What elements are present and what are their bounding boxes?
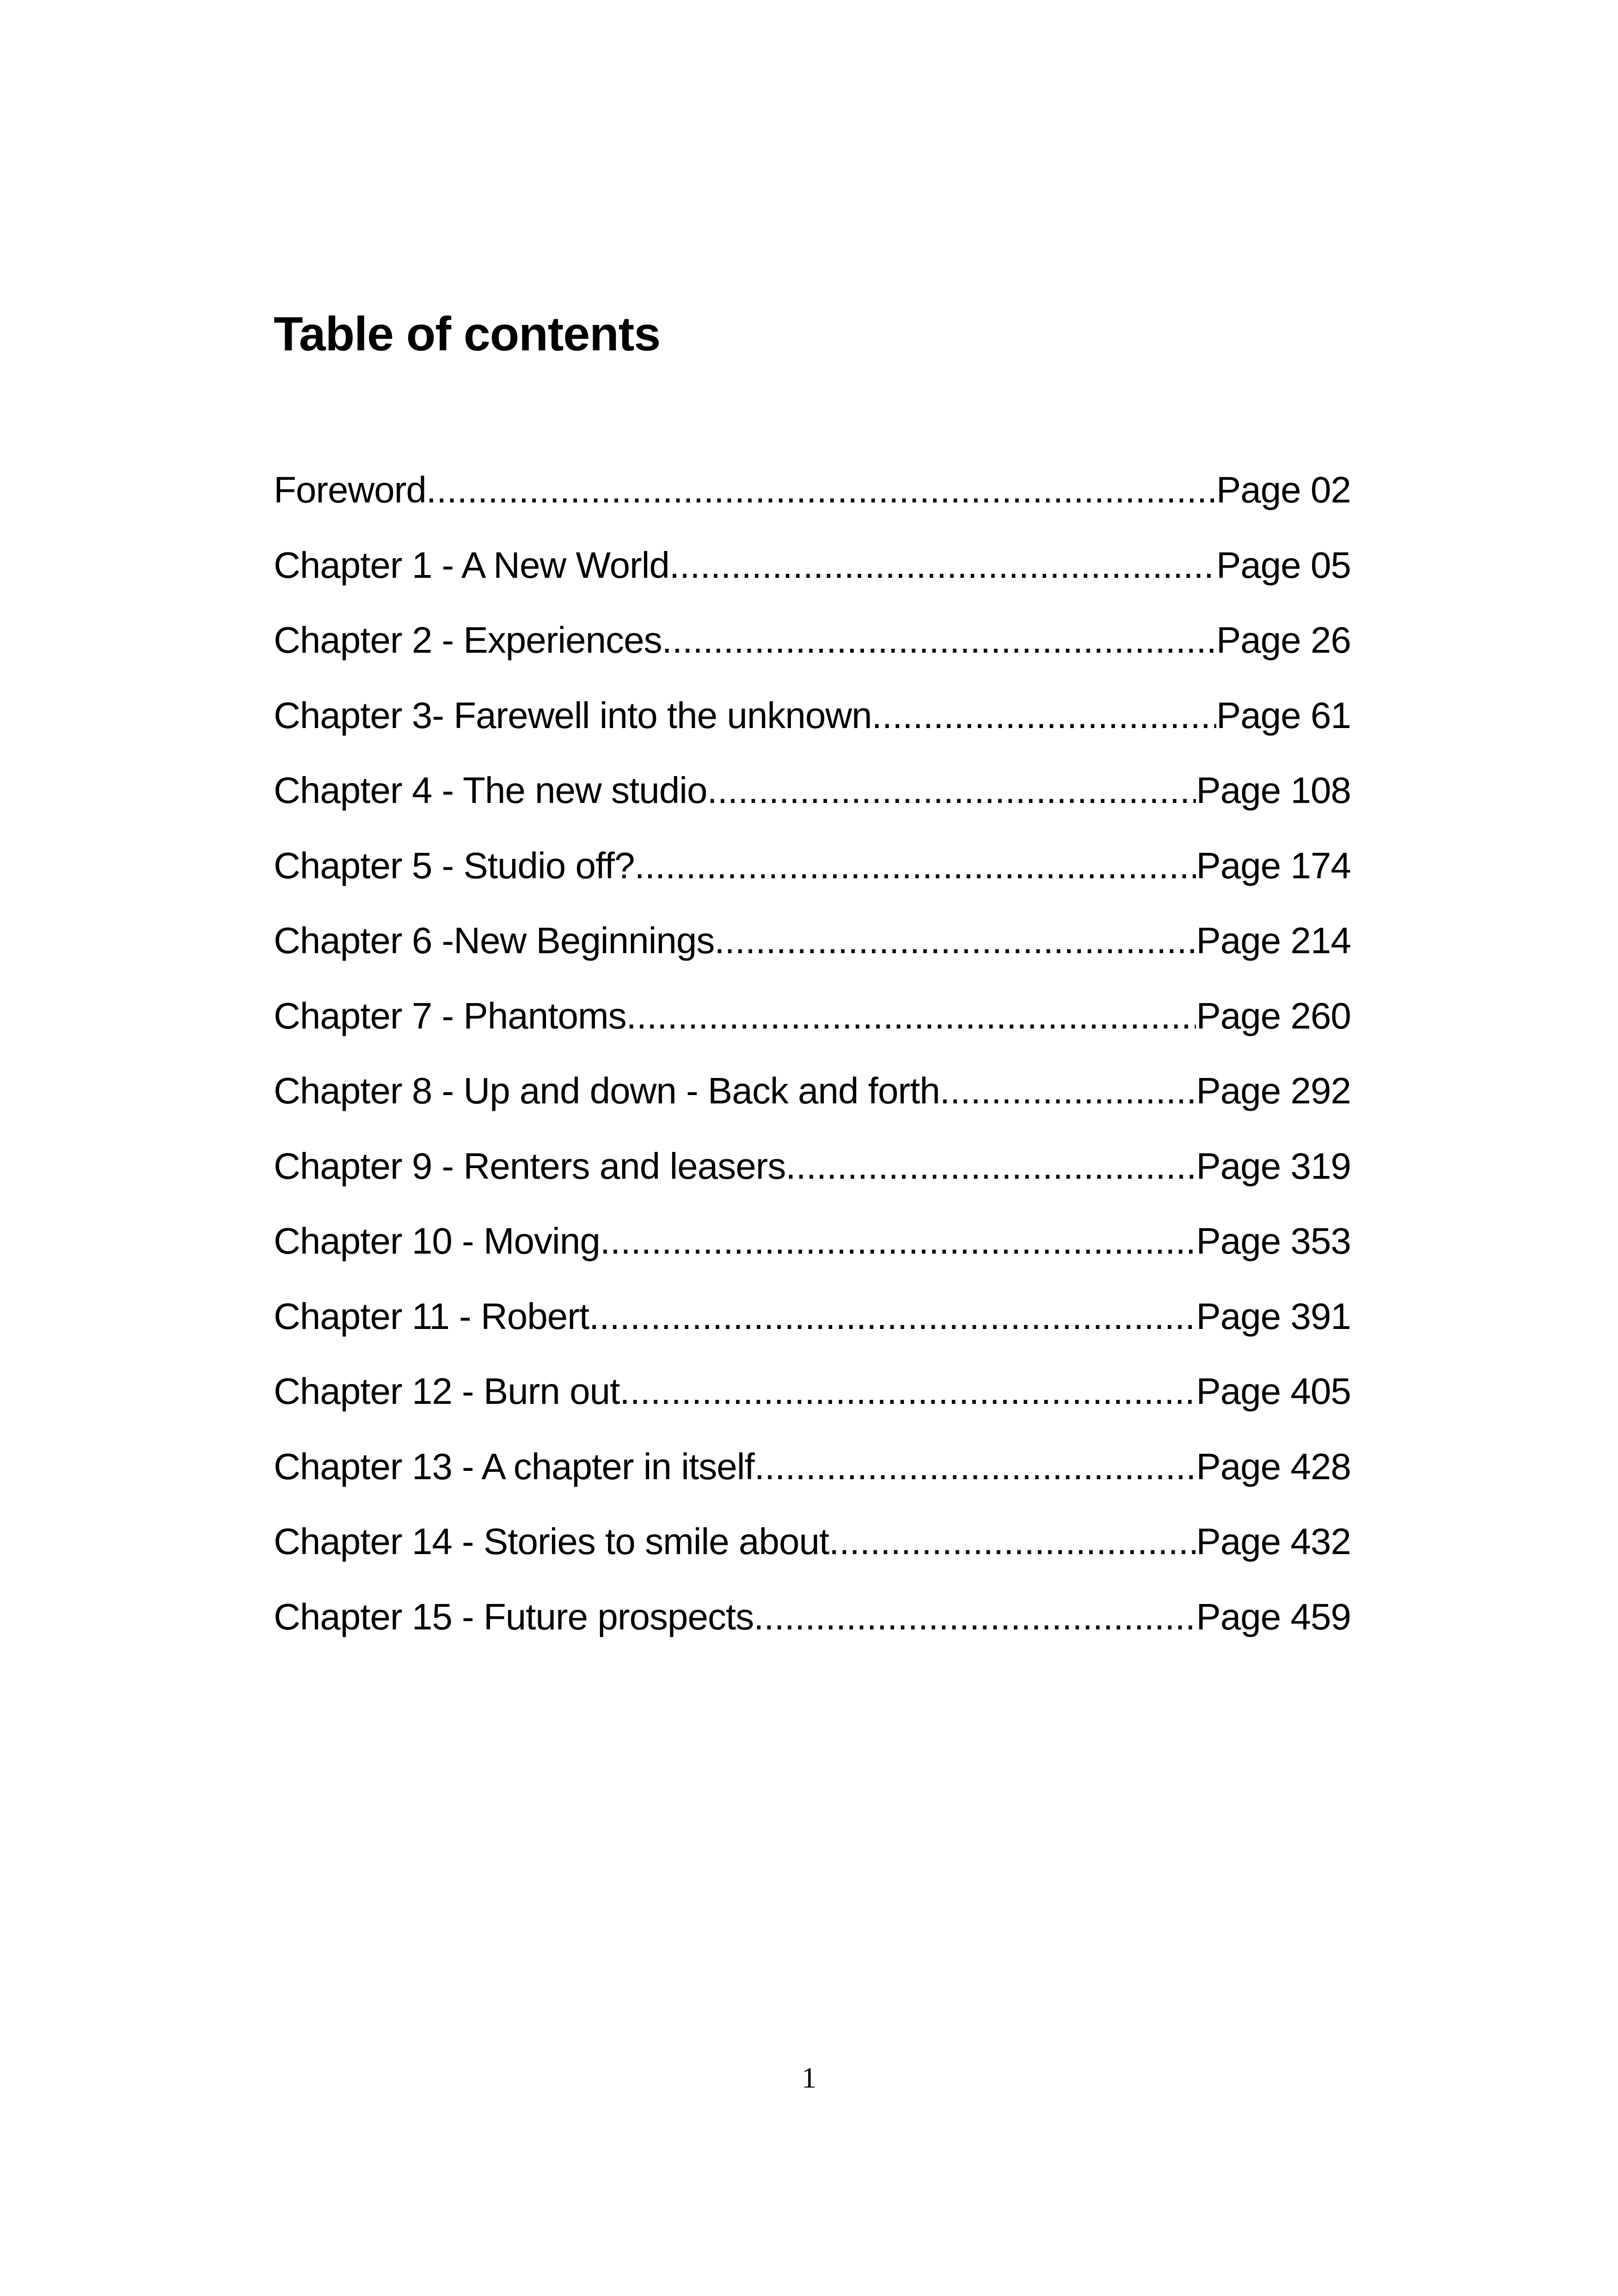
toc-entry-chapter-1: [274, 538, 1351, 613]
toc-entry-title: Chapter 8 - Up and down - Back and forth: [274, 1070, 940, 1111]
dot-leader: [829, 1514, 1196, 1569]
toc-entry-chapter-5: [274, 838, 1351, 913]
dot-leader: [707, 763, 1196, 818]
toc-entry-chapter-14: [274, 1514, 1351, 1589]
dot-leader: [940, 1063, 1196, 1119]
toc-entry-page: Page 214: [1196, 920, 1351, 961]
dot-leader: [872, 688, 1216, 743]
toc-entry-page: Page 405: [1196, 1371, 1351, 1412]
dot-leader: [619, 1364, 1196, 1419]
dot-leader: [600, 1213, 1196, 1269]
toc-entry-chapter-13: [274, 1439, 1351, 1514]
toc-entry-title: Chapter 2 - Experiences: [274, 619, 662, 661]
toc-entry-page: Page 353: [1196, 1220, 1351, 1261]
dot-leader: [589, 1289, 1196, 1344]
toc-entry-chapter-9: [274, 1139, 1351, 1214]
dot-leader: [626, 988, 1196, 1044]
toc-entry-chapter-11: [274, 1289, 1351, 1364]
toc-entry-page: Page 26: [1216, 619, 1351, 661]
dot-leader: [634, 838, 1196, 894]
dot-leader: [754, 1589, 1196, 1645]
toc-entry-page: Page 319: [1196, 1145, 1351, 1187]
toc-entry-title: Chapter 3- Farewell into the unknown: [274, 694, 872, 736]
toc-entry-title: Chapter 14 - Stories to smile about: [274, 1521, 829, 1562]
toc-entry-foreword: [274, 462, 1351, 538]
dot-leader: [785, 1139, 1196, 1194]
toc-entry-title: Chapter 7 - Phantoms: [274, 995, 626, 1036]
toc-entry-chapter-12: [274, 1364, 1351, 1439]
toc-entry-chapter-15: [274, 1589, 1351, 1665]
toc-entry-page: Page 432: [1196, 1521, 1351, 1562]
toc-entry-title: Chapter 4 - The new studio: [274, 770, 707, 811]
toc-entry-page: Page 174: [1196, 845, 1351, 886]
toc-entry-chapter-4: [274, 763, 1351, 838]
dot-leader: [754, 1439, 1196, 1494]
dot-leader: [669, 538, 1216, 593]
dot-leader: [714, 913, 1196, 968]
toc-entry-chapter-3: [274, 688, 1351, 763]
toc-entry-title: Chapter 1 - A New World: [274, 544, 669, 586]
toc-entry-title: Foreword: [274, 469, 426, 510]
page-number: 1: [802, 2061, 816, 2094]
toc-list: [274, 462, 1351, 1664]
toc-entry-page: Page 391: [1196, 1295, 1351, 1337]
toc-entry-page: Page 108: [1196, 770, 1351, 811]
toc-entry-page: Page 61: [1216, 694, 1351, 736]
toc-entry-page: Page 428: [1196, 1445, 1351, 1487]
toc-entry-chapter-2: [274, 612, 1351, 688]
toc-entry-title: Chapter 15 - Future prospects: [274, 1596, 754, 1637]
toc-entry-title: Chapter 9 - Renters and leasers: [274, 1145, 786, 1187]
dot-leader: [662, 612, 1216, 668]
toc-entry-page: Page 05: [1216, 544, 1351, 586]
toc-entry-title: Chapter 6 -New Beginnings: [274, 920, 715, 961]
toc-entry-title: Chapter 13 - A chapter in itself: [274, 1445, 754, 1487]
dot-leader: [426, 462, 1216, 518]
toc-entry-page: Page 292: [1196, 1070, 1351, 1111]
toc-entry-title: Chapter 11 - Robert: [274, 1295, 589, 1337]
toc-entry-page: Page 260: [1196, 995, 1351, 1036]
toc-entry-chapter-8: [274, 1063, 1351, 1139]
toc-entry-chapter-7: [274, 988, 1351, 1064]
toc-heading: Table of contents: [274, 307, 661, 361]
toc-entry-title: Chapter 10 - Moving: [274, 1220, 600, 1261]
toc-entry-title: Chapter 5 - Studio off?: [274, 845, 635, 886]
toc-entry-page: Page 02: [1216, 469, 1351, 510]
toc-entry-chapter-10: [274, 1213, 1351, 1289]
toc-entry-page: Page 459: [1196, 1596, 1351, 1637]
toc-entry-chapter-6: [274, 913, 1351, 988]
toc-entry-title: Chapter 12 - Burn out: [274, 1371, 620, 1412]
